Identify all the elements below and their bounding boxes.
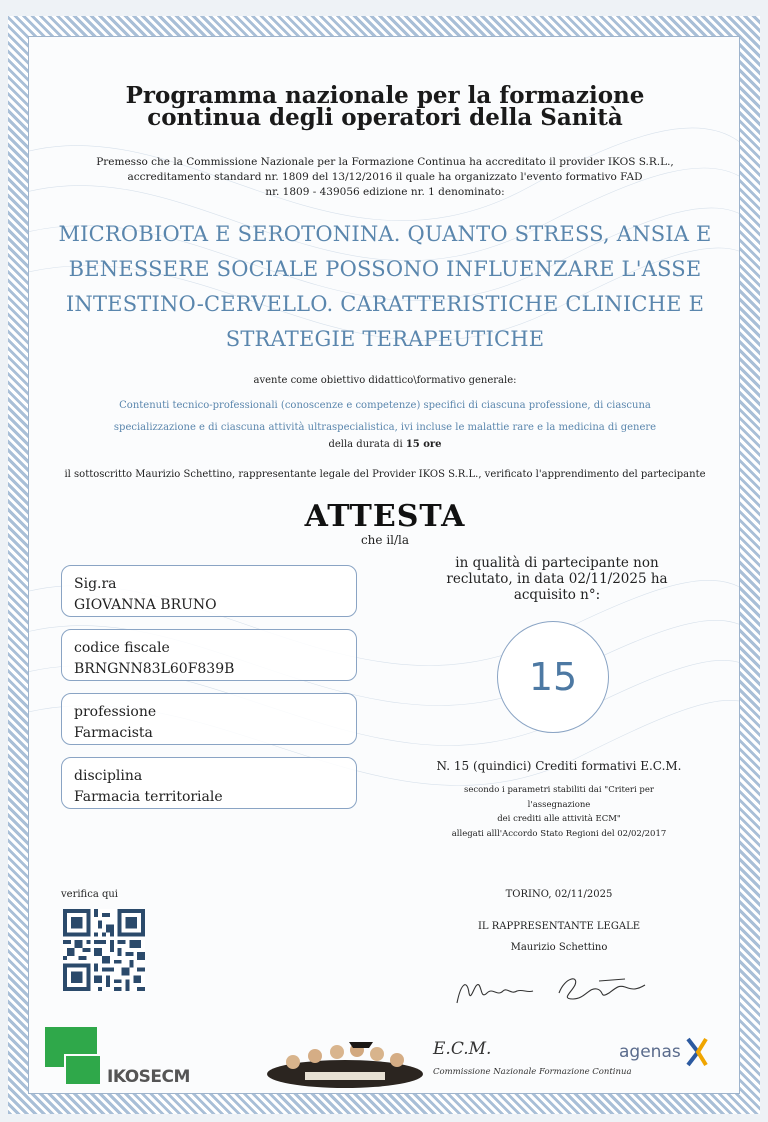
place-date: TORINO, 02/11/2025	[505, 889, 613, 900]
ikos-logo-text: IKOSECM	[107, 1067, 190, 1087]
credits-number: 15	[528, 655, 578, 699]
credits-number-circle	[497, 621, 609, 733]
agenas-logo-text: agenas	[619, 1042, 681, 1062]
attesta-heading: ATTESTA	[304, 499, 466, 534]
title-line-2: continua degli operatori della Sanità	[147, 104, 623, 131]
field-label: Sig.ra	[74, 576, 117, 592]
course-line-4: STRATEGIE TERAPEUTICHE	[225, 327, 545, 351]
field-label: codice fiscale	[74, 640, 170, 656]
params-line-4: allegati alll'Accordo Stato Regioni del 02/02/2017	[451, 828, 667, 839]
premise-text	[69, 155, 701, 200]
agenas-mark-icon	[686, 1037, 708, 1067]
params-line-3: dei crediti alle attività ECM"	[497, 814, 621, 824]
certificate-border	[8, 16, 760, 1114]
objective-label: avente come obiettivo didattico\formativo generale:	[253, 375, 517, 386]
objective-text	[69, 395, 701, 439]
credits-intro	[425, 555, 689, 603]
fiscal-code-box	[61, 629, 357, 681]
representative-title: IL RAPPRESENTANTE LEGALE	[477, 921, 641, 932]
ecm-subtitle: Commissione Nazionale Formazione Continua	[433, 1067, 632, 1077]
credits-text: N. 15 (quindici) Crediti formativi E.C.M.	[436, 759, 682, 773]
course-line-3: INTESTINO-CERVELLO. CARATTERISTICHE CLINICHE E	[65, 292, 705, 316]
page-title	[69, 82, 701, 131]
credits-params	[409, 783, 709, 841]
params-line-1: secondo i parametri stabiliti dai "Criteri per	[464, 785, 654, 795]
duration-value: 15 ore	[405, 439, 442, 450]
participant-name-box	[61, 565, 357, 617]
premise-line-3: nr. 1809 - 439056 edizione nr. 1 denominato:	[265, 186, 505, 198]
signature	[449, 963, 659, 1013]
attesta-subtitle: che il/la	[360, 533, 410, 547]
agenas-logo	[619, 1037, 708, 1067]
field-value: BRNGNN83L60F839B	[74, 661, 235, 677]
credits-intro-line-1: in qualità di partecipante non	[455, 555, 659, 571]
field-value: GIOVANNA BRUNO	[74, 597, 217, 613]
premise-line-2: accreditamento standard nr. 1809 del 13/12/2016 il quale ha organizzato l'evento formativo FAD	[127, 171, 643, 183]
duration	[69, 439, 701, 450]
field-label: disciplina	[74, 768, 143, 784]
duration-prefix: della durata di	[328, 439, 406, 450]
field-value: Farmacista	[74, 725, 153, 741]
objective-line-2: specializzazione e di ciascuna attività ultraspecialistica, ivi incluse le malattie rare e la medicina di genere	[113, 422, 657, 433]
title-line-1: Programma nazionale per la formazione	[125, 82, 645, 109]
course-title	[49, 217, 721, 357]
ecm-title: E.C.M.	[433, 1039, 492, 1059]
field-label: professione	[74, 704, 157, 720]
course-line-1: MICROBIOTA E SEROTONINA. QUANTO STRESS, ANSIA E	[58, 222, 712, 246]
course-line-2: BENESSERE SOCIALE POSSONO INFLUENZARE L'ASSE	[68, 257, 702, 281]
verify-label: verifica qui	[61, 889, 118, 900]
premise-line-1: Premesso che la Commissione Nazionale per la Formazione Continua ha accreditato il provider IKOS S.R.L.,	[96, 156, 674, 168]
params-line-2: l'assegnazione	[527, 799, 591, 810]
discipline-box	[61, 757, 357, 809]
painting-image	[265, 1032, 425, 1088]
field-value: Farmacia territoriale	[74, 789, 223, 805]
credits-intro-line-3: acquisito n°:	[513, 587, 601, 603]
certificate-sheet	[28, 36, 740, 1094]
representative-name: Maurizio Schettino	[510, 942, 608, 953]
qr-code[interactable]	[63, 909, 145, 991]
objective-line-1: Contenuti tecnico-professionali (conoscenze e competenze) specifici di ciascuna professione, di ciascuna	[119, 400, 651, 411]
undersigned-statement: il sottoscritto Maurizio Schettino, rappresentante legale del Provider IKOS S.R.L., verificato l'apprendimento del partecipante	[64, 469, 706, 480]
credits-intro-line-2: reclutato, in data 02/11/2025 ha	[446, 571, 668, 587]
profession-box	[61, 693, 357, 745]
